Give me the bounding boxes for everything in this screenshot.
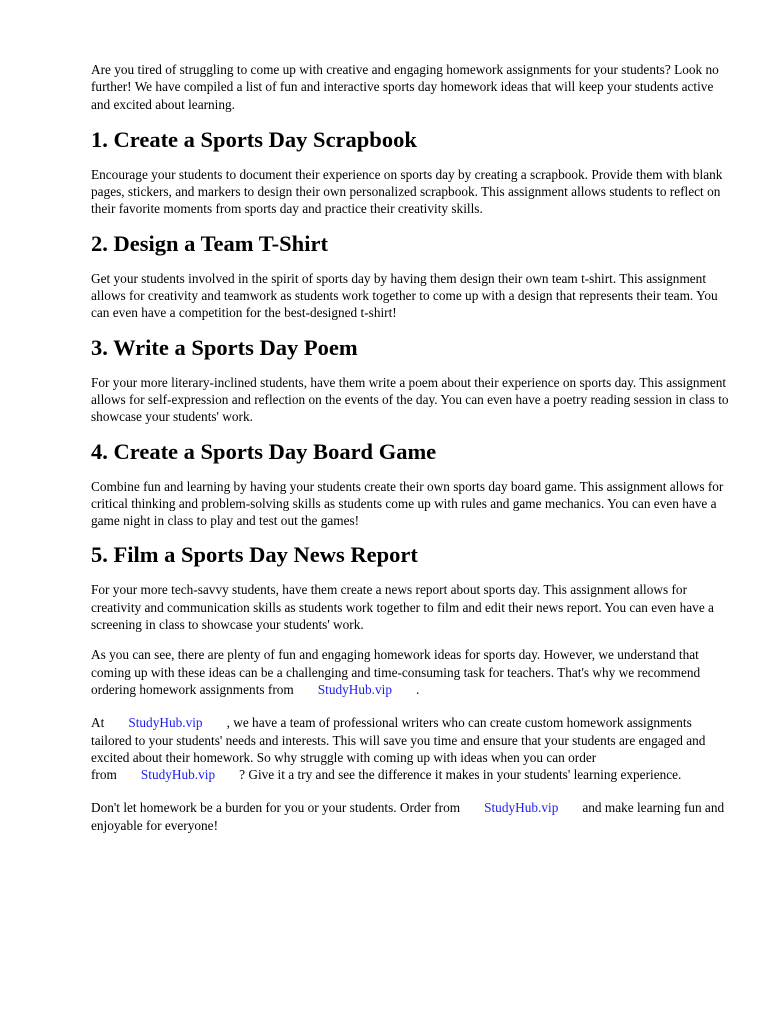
studyhub-link[interactable]: StudyHub.vip: [484, 800, 559, 816]
section-body: Combine fun and learning by having your students create their own sports day board game. This assignment allows for critical thinking and problem-solving skills as students come up with rules and game mechanics. You can even have a game night in class to play and test out the games!: [91, 478, 724, 529]
document-page: [91, 61, 731, 850]
section-scrapbook: [91, 127, 731, 218]
closing-text: At: [91, 715, 105, 731]
section-tshirt: [91, 231, 731, 322]
section-body: Get your students involved in the spirit of sports day by having them design their own team t-shirt. This assignment allows for creativity and teamwork as students work together to come up with a design that represents their team. You can even have a competition for the best-designed t-shirt!: [91, 270, 718, 321]
studyhub-link[interactable]: StudyHub.vip: [317, 681, 392, 697]
section-board-game: [91, 439, 731, 530]
section-body: Encourage your students to document their experience on sports day by creating a scrapbook. Provide them with blank pages, stickers, and markers to design their own personalized scrapbook. This assignment allows students to reflect on their favorite moments from sports day and practice their creativity skills.: [91, 166, 723, 217]
section-body: For your more tech-savvy students, have them create a news report about sports day. This assignment allows for creativity and communication skills as students work together to film and edit their news report. You can even have a screening in class to showcase your students' work.: [91, 582, 714, 633]
section-heading: 3. Write a Sports Day Poem: [91, 334, 358, 360]
closing-text: Don't let homework be a burden for you or your students. Order from: [91, 800, 461, 816]
closing-text: , we have a team of professional writers who can create custom homework assignments tailored to your students' needs and interests. This will save you time and ensure that your students are engaged and excited about their homework. So why struggle with coming up with ideas when you can order from: [91, 715, 706, 783]
closing-text: As you can see, there are plenty of fun and engaging homework ideas for sports day. However, we understand that coming up with these ideas can be a challenging and time-consuming task for teachers. That's why we recommend ordering homework assignments from: [91, 647, 701, 697]
section-poem: [91, 335, 731, 426]
closing-text: .: [416, 681, 420, 697]
closing-paragraph-3: [91, 799, 731, 834]
section-heading: 4. Create a Sports Day Board Game: [91, 438, 437, 464]
studyhub-link[interactable]: StudyHub.vip: [140, 767, 216, 783]
closing-paragraph-1: [91, 646, 731, 698]
intro-paragraph: Are you tired of struggling to come up with creative and engaging homework assignments for your students? Look no further! We have compiled a list of fun and interactive sports day homework ideas that will keep your students active and excited about learning.: [91, 62, 719, 112]
section-heading: 1. Create a Sports Day Scrapbook: [91, 126, 417, 152]
closing-section: [91, 646, 731, 834]
section-body: For your more literary-inclined students, have them write a poem about their experience on sports day. This assignment allows for self-expression and reflection on the events of the day. You can even have a poetry reading session in class to showcase your students' work.: [91, 374, 729, 425]
section-news-report: [91, 542, 731, 633]
closing-paragraph-2: [91, 714, 731, 783]
closing-text: ? Give it a try and see the difference it makes in your students' learning experience.: [239, 767, 682, 783]
closing-text: and make learning fun and enjoyable for everyone!: [91, 800, 725, 833]
studyhub-link[interactable]: StudyHub.vip: [128, 715, 203, 731]
section-heading: 2. Design a Team T-Shirt: [91, 230, 328, 256]
section-heading: 5. Film a Sports Day News Report: [91, 542, 418, 568]
